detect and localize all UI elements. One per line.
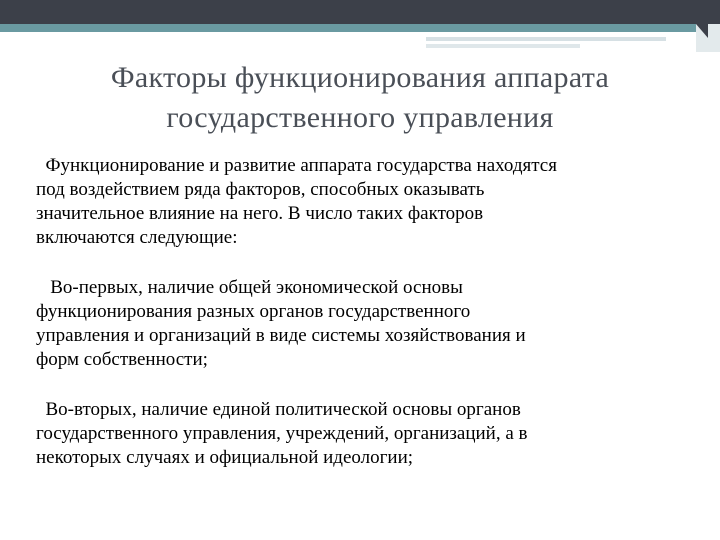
text-line: государственного управления, учреждений, организаций, а в (36, 423, 528, 444)
slide-title (0, 58, 720, 138)
paragraph-first-factor (36, 276, 696, 372)
text-line: функционирования разных органов государственного (36, 301, 471, 322)
slide-body (36, 154, 696, 496)
text-line: управления и организаций в виде системы хозяйствования и (36, 325, 526, 346)
paragraph-second-factor (36, 398, 696, 470)
title-line: Факторы функционирования аппарата (110, 61, 610, 94)
text-line: Во-вторых, наличие единой политической основы органов (36, 399, 521, 420)
decorative-strip (426, 44, 580, 48)
decorative-strip (426, 37, 666, 41)
text-line: некоторых случаях и официальной идеологии; (36, 447, 414, 468)
title-line: государственного управления (166, 101, 554, 134)
text-line: под воздействием ряда факторов, способных оказывать (36, 179, 485, 200)
corner-triangle-icon (696, 24, 708, 52)
accent-stripe (0, 24, 720, 32)
text-line: Во-первых, наличие общей экономической основы (36, 277, 463, 298)
corner-decoration (696, 24, 720, 52)
header-band (0, 0, 720, 24)
paragraph-intro (36, 154, 696, 250)
text-line: включаются следующие: (36, 227, 238, 248)
text-line: значительное влияние на него. В число таких факторов (36, 203, 484, 224)
text-line: форм собственности; (36, 349, 208, 370)
text-line: Функционирование и развитие аппарата государства находятся (36, 155, 557, 176)
